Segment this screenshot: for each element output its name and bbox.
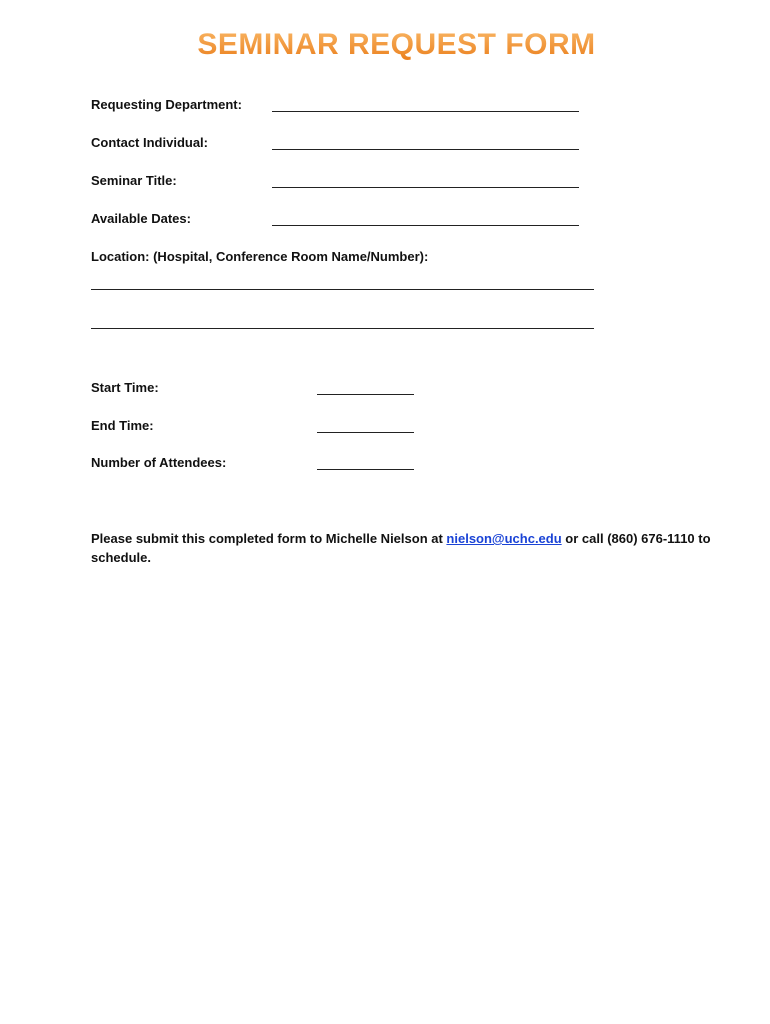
- field-label: Seminar Title:: [91, 173, 177, 188]
- start-time-blank[interactable]: [317, 394, 414, 395]
- email-link[interactable]: nielson@uchc.edu: [446, 531, 562, 546]
- field-label: Contact Individual:: [91, 135, 208, 150]
- field-label: Requesting Department:: [91, 97, 242, 112]
- field-label: Start Time:: [91, 380, 159, 395]
- location-label: Location: (Hospital, Conference Room Name/Number):: [91, 249, 429, 264]
- requesting-department-blank[interactable]: [272, 111, 579, 112]
- page-title: SEMINAR REQUEST FORM: [0, 28, 770, 62]
- instructions-text-end: or call (860) 676-1110 to schedule.: [91, 531, 711, 565]
- location-blank-line-1[interactable]: [91, 289, 594, 290]
- location-blank-line-2[interactable]: [91, 328, 594, 329]
- instructions-text: Please submit this completed form to Michelle Nielson at: [91, 531, 447, 546]
- number-of-attendees-blank[interactable]: [317, 469, 414, 470]
- available-dates-blank[interactable]: [272, 225, 579, 226]
- contact-individual-blank[interactable]: [272, 149, 579, 150]
- submission-instructions: [91, 529, 721, 567]
- field-label: Number of Attendees:: [91, 455, 227, 470]
- end-time-blank[interactable]: [317, 432, 414, 433]
- seminar-title-blank[interactable]: [272, 187, 579, 188]
- field-label: End Time:: [91, 418, 154, 433]
- field-label: Available Dates:: [91, 211, 191, 226]
